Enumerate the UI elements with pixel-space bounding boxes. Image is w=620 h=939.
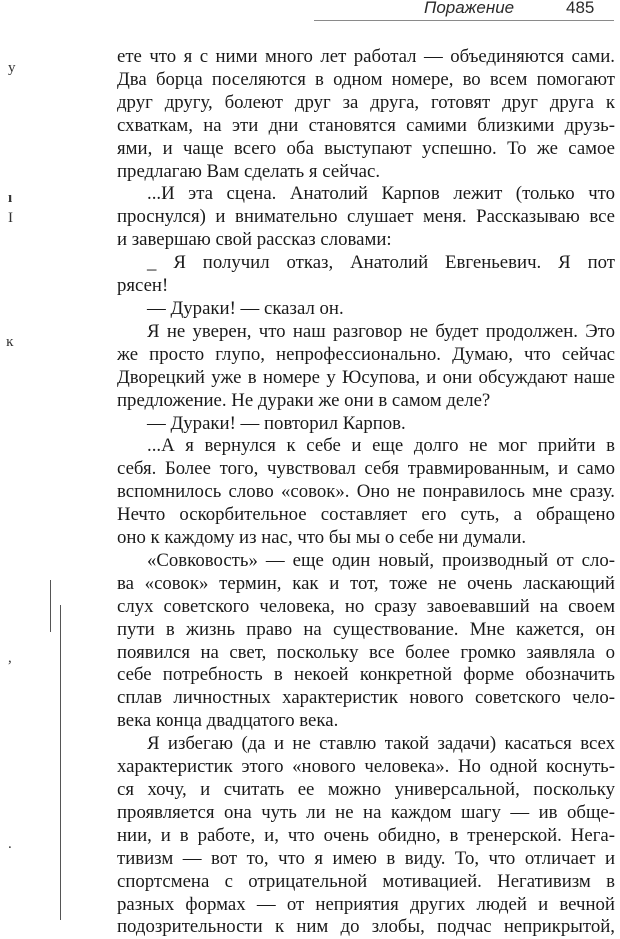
- text-line: века конца двадцатого века.: [117, 710, 339, 732]
- text-line: вспомнилось слово «совок». Оно не понравилось мне сразу.: [117, 481, 615, 503]
- margin-mark: I: [8, 210, 13, 226]
- text-line: оно к каждому из нас, что бы мы о себе ни думали.: [117, 527, 527, 549]
- text-line: друг другу, болеют друг за друга, готовят друг друга к: [117, 91, 615, 113]
- text-line: ...А я вернулся к себе и еще долго не мог прийти в: [147, 435, 615, 457]
- text-line: сплав личностных характеристик нового советского чело-: [117, 687, 615, 709]
- text-line: характеристик этого «нового человека». Но одной коснуть-: [117, 756, 615, 778]
- text-line: Дворецкий уже в номере у Юсупова, и они обсуждают наше: [117, 366, 615, 388]
- text-line: подозрительности к ним до злобы, подчас неприкрытой,: [117, 916, 615, 938]
- text-line: _ Я получил отказ, Анатолий Евгеньевич. Я пот: [147, 252, 615, 274]
- text-line: ями, и чаще всего оба выступают успешно. То же самое: [117, 137, 615, 159]
- text-line: ...И эта сцена. Анатолий Карпов лежит (только что: [147, 183, 615, 205]
- text-line: ся хочу, и считать ее можно универсальной, поскольку: [117, 779, 615, 800]
- text-line: же просто глупо, непрофессионально. Думаю, что сейчас: [117, 343, 615, 365]
- text-line: разных формах — от неприятия других людей и вечной: [117, 893, 615, 915]
- text-line: Я избегаю (да и не ставлю такой задачи) касаться всех: [147, 733, 615, 755]
- margin-mark: ĸ: [6, 334, 14, 350]
- text-line: рясен!: [117, 275, 169, 297]
- margin-rule: [60, 605, 61, 920]
- chapter-title: Поражение: [424, 0, 515, 17]
- text-line: предлагаю Вам сделать я сейчас.: [117, 160, 381, 182]
- running-header: [0, 0, 620, 20]
- text-line: — Дураки! — сказал он.: [147, 297, 344, 319]
- text-line: нии, и в работе, и, что очень обидно, в тренерской. Нега-: [117, 824, 615, 846]
- text-line: себя. Более того, чувствовал себя травмированным, и само: [117, 458, 615, 480]
- text-line: «Совковость» — еще один новый, производный от сло-: [147, 549, 615, 571]
- text-line: схваткам, на эти дни становятся самими близкими друзь-: [117, 114, 615, 136]
- text-line: себе потребность в некоей конкретной форме обозначить: [117, 664, 615, 686]
- text-line: ете что я с ними много лет работал — объединяются сами.: [117, 46, 615, 67]
- text-line: пути в жизнь право на существование. Мне кажется, он: [117, 618, 615, 640]
- text-line: предложение. Не дураки же они в самом деле?: [117, 389, 491, 411]
- text-line: Два борца поселяются в одном номере, во всем помогают: [117, 68, 615, 90]
- margin-mark: y: [8, 60, 16, 76]
- margin-mark: ,: [8, 650, 12, 666]
- page-number: 485: [566, 0, 595, 17]
- text-line: появился на свет, поскольку все более громко заявляла о: [117, 641, 615, 663]
- text-line: ва «совок» термин, как и тот, тоже не очень ласкающий: [117, 572, 615, 594]
- text-line: проявляется она чуть ли не на каждом шагу — ив обще-: [117, 801, 615, 823]
- text-line: Я не уверен, что наш разговор не будет продолжен. Это: [147, 320, 615, 342]
- text-line: и завершаю свой рассказ словами:: [117, 229, 392, 251]
- margin-mark: ı: [8, 190, 13, 206]
- text-line: проснулся) и внимательно слушает меня. Рассказываю все: [117, 206, 615, 228]
- text-line: слух советского человека, но сразу завоевавший на своем: [117, 595, 615, 617]
- text-line: тивизм — вот то, что я имею в виду. То, что отличает и: [117, 847, 615, 869]
- text-line: Нечто оскорбительное составляет его суть, а обращено: [117, 504, 615, 526]
- text-line: спортсмена с отрицательной мотивацией. Негативизм в: [117, 870, 615, 892]
- margin-rule: [50, 580, 51, 632]
- page-body: [117, 46, 615, 939]
- margin-mark: .: [8, 836, 12, 852]
- text-line: — Дураки! — повторил Карпов.: [147, 412, 406, 434]
- header-rule: [314, 20, 614, 21]
